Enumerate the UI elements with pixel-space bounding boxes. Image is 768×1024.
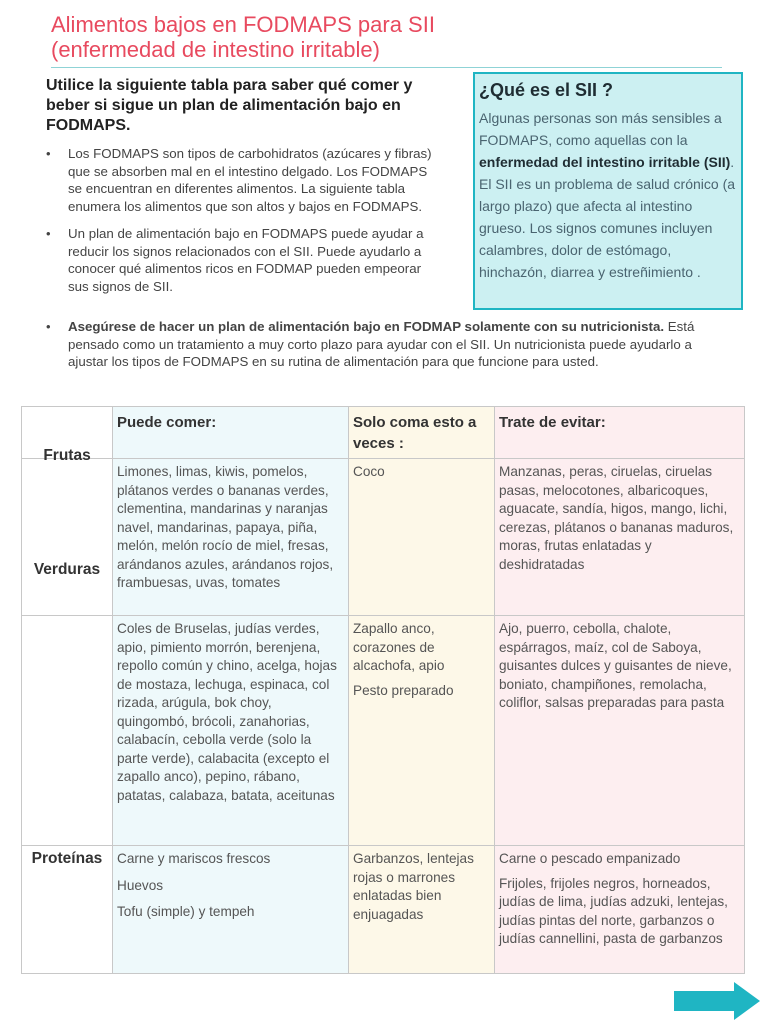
cell-can-eat: Carne y mariscos frescos Huevos Tofu (simple) y tempeh [113,846,349,974]
table-row [22,459,745,616]
cell-avoid: Ajo, puerro, cebolla, chalote, espárragos, maíz, col de Saboya, guisantes dulces y guisantes de nieve, boniato, champiñones, remolacha, coliflor, salsas preparadas para pasta [495,616,745,846]
cell-sometimes: Coco [349,459,495,616]
header-cell-avoid: Trate de evitar: [495,407,745,459]
cell-can-eat: Limones, limas, kiwis, pomelos, plátanos verdes o bananas verdes, clementina, mandarinas y naranjas navel, mandarinas, papaya, piña, melón, melón rocío de miel, fresas, arándanos azules, arándanos rojos, frambuesas, uvas, tomates [113,459,349,616]
bullet-text: Los FODMAPS son tipos de carbohidratos (azúcares y fibras) que se absorben mal en el intestino delgado. Los FODMAPS se encuentran en diferentes alimentos. La siguiente tabla enumera los alimentos que son altos y bajos en FODMAPS. [68,146,432,214]
bullet-text: Un plan de alimentación bajo en FODMAPS puede ayudar a reducir los signos relacionados con el SII. Puede ayudarlo a conocer qué alimentos ricos en FODMAP pueden empeorar sus signos de SII. [68,226,424,294]
table-row [22,846,745,974]
row-label-proteinas: Proteínas [22,846,113,974]
header-cell-can-eat: Puede comer: [113,407,349,459]
bullet-icon: • [46,146,51,161]
bullet-icon: • [46,226,51,241]
intro-heading: Utilice la siguiente tabla para saber qué comer y beber si sigue un plan de alimentación bajo en FODMAPS. [46,77,413,134]
table-row [22,616,745,846]
cell-can-eat: Coles de Bruselas, judías verdes, apio, pimiento morrón, berenjena, repollo común y chino, acelga, hojas de mostaza, lechuga, espinaca, col rizada, arúgula, bok choy, quingombó, brócoli, zanahorias, calabacín, cebolla verde (solo la parte verde), calabacita (excepto el zapallo anco), pepino, rábano, patatas, calabaza, batata, aceitunas [113,616,349,846]
table-header-row [22,407,745,459]
title-divider [51,67,722,68]
note-text: Está pensado como un tratamiento a muy corto plazo para ayudar con el SII. Un nutricionista puede ayudarlo a ajustar los tipos de FODMAPS en su rutina de alimentación para que funcione para usted. [68,319,695,369]
sii-box-text [479,107,737,283]
list-item [46,145,436,215]
cell-sometimes: Garbanzos, lentejas rojas o marrones enlatadas bien enjuagadas [349,846,495,974]
list-item [46,225,436,295]
page-title-line2: (enfermedad de intestino irritable) [51,37,380,62]
cell-sometimes: Zapallo anco, corazones de alcachofa, apio Pesto preparado [349,616,495,846]
sii-info-box [473,72,743,310]
intro-bullet-list [46,145,436,305]
sii-text-part-b: . El SII es un problema de salud crónico (a largo plazo) que afecta al intestino grueso. Los signos comunes incluyen calambres, dolor de estómago, hinchazón, diarrea y estreñimiento . [479,154,736,280]
row-label-verduras: Verduras [22,616,113,846]
sii-box-title: ¿Qué es el SII ? [479,80,614,100]
sii-text-part-a: Algunas personas son más sensibles a FODMAPS, como aquellas con la [479,110,722,148]
nutritionist-note [46,318,726,371]
header-cell-sometimes: Solo coma esto a veces : [349,407,495,459]
cell-avoid: Manzanas, peras, ciruelas, ciruelas pasas, melocotones, albaricoques, aguacate, sandía, higos, mango, lichi, cerezas, plátanos o bananas maduros, moras, frutas enlatadas y deshidratadas [495,459,745,616]
fodmap-table [21,406,745,974]
bullet-icon: • [46,319,51,334]
cell-avoid: Carne o pescado empanizado Frijoles, frijoles negros, horneados, judías de lima, judías adzuki, lentejas, judías pintas del norte, garbanzos o judías cannellini, pasta de garbanzos [495,846,745,974]
row-label-frutas: Frutas [22,459,113,616]
arrow-right-icon[interactable] [674,982,762,1020]
page-title-line1: Alimentos bajos en FODMAPS para SII [51,12,435,37]
arrow-shape [674,982,760,1020]
page-title [51,12,731,62]
note-bold-text: Asegúrese de hacer un plan de alimentación bajo en FODMAP solamente con su nutricionista. [68,319,665,334]
sii-text-bold: enfermedad del intestino irritable (SII) [479,154,731,170]
